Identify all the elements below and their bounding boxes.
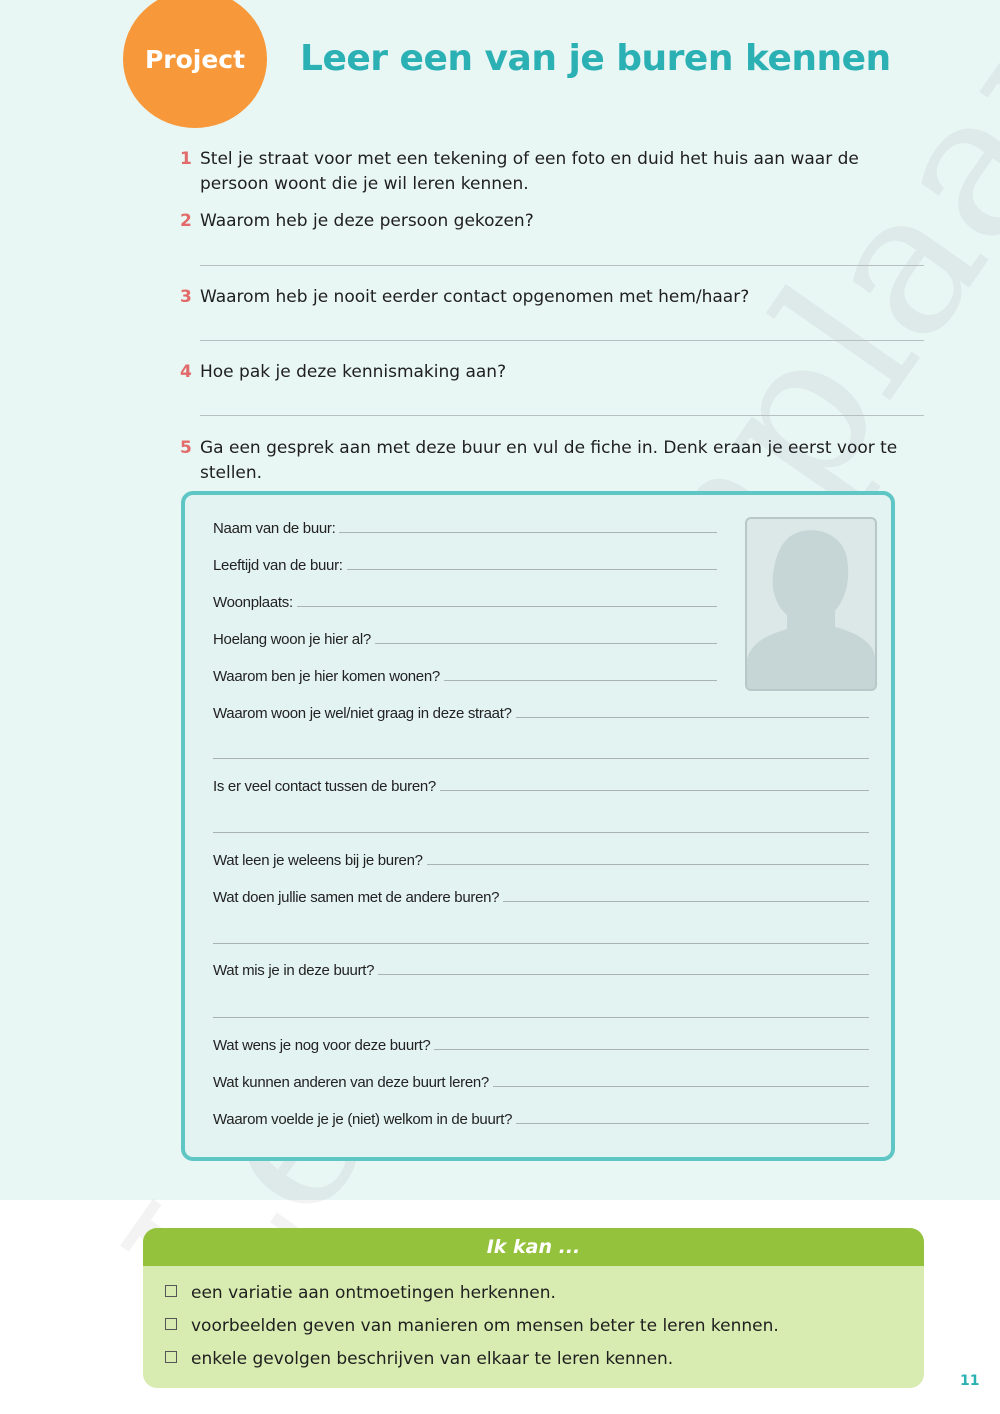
field-lenen[interactable] xyxy=(213,852,869,869)
field-line[interactable] xyxy=(516,1123,869,1124)
field-line[interactable] xyxy=(434,1049,869,1050)
field-label: Waarom ben je hier komen wonen? xyxy=(213,668,440,685)
ik-kan-item[interactable] xyxy=(165,1349,673,1369)
question-text: Stel je straat voor met een tekening of een foto en duid het huis aan waar de persoon woont die je wil leren kennen. xyxy=(200,149,859,194)
answer-line-3[interactable] xyxy=(200,340,924,341)
checkbox-icon[interactable] xyxy=(165,1285,177,1297)
field-line[interactable] xyxy=(493,1086,869,1087)
field-line[interactable] xyxy=(440,790,869,791)
ik-kan-item-text: enkele gevolgen beschrijven van elkaar te leren kennen. xyxy=(191,1349,674,1369)
question-number: 4 xyxy=(180,362,192,382)
project-badge-label: Project xyxy=(144,45,246,74)
ik-kan-title: Ik kan ... xyxy=(486,1236,581,1258)
field-contact[interactable] xyxy=(213,778,869,795)
question-4 xyxy=(180,360,910,385)
field-extra-line[interactable] xyxy=(213,832,869,833)
field-label: Wat kunnen anderen van deze buurt leren? xyxy=(213,1074,489,1091)
ik-kan-item[interactable] xyxy=(165,1316,779,1336)
question-2 xyxy=(180,209,910,234)
portrait-placeholder xyxy=(745,517,877,691)
field-line[interactable] xyxy=(444,680,717,681)
field-line[interactable] xyxy=(503,901,869,902)
field-line[interactable] xyxy=(347,569,717,570)
field-line[interactable] xyxy=(378,974,869,975)
person-silhouette-icon xyxy=(747,519,875,689)
ik-kan-item[interactable] xyxy=(165,1283,556,1303)
field-label: Naam van de buur: xyxy=(213,520,336,537)
question-text: Waarom heb je deze persoon gekozen? xyxy=(200,211,534,231)
field-label: Wat wens je nog voor deze buurt? xyxy=(213,1037,431,1054)
field-line[interactable] xyxy=(516,717,869,718)
question-text: Waarom heb je nooit eerder contact opgenomen met hem/haar? xyxy=(200,287,750,307)
field-label: Wat leen je weleens bij je buren? xyxy=(213,852,423,869)
ik-kan-item-text: voorbeelden geven van manieren om mensen beter te leren kennen. xyxy=(191,1316,779,1336)
page-title: Leer een van je buren kennen xyxy=(300,38,891,79)
question-5 xyxy=(180,436,940,486)
field-label: Waarom voelde je je (niet) welkom in de buurt? xyxy=(213,1111,513,1128)
ik-kan-box xyxy=(143,1228,924,1388)
field-label: Woonplaats: xyxy=(213,594,293,611)
ik-kan-item-text: een variatie aan ontmoetingen herkennen. xyxy=(191,1283,556,1303)
field-naam[interactable] xyxy=(213,520,717,537)
field-welkom[interactable] xyxy=(213,1111,869,1128)
field-line[interactable] xyxy=(375,643,717,644)
question-text: Ga een gesprek aan met deze buur en vul de fiche in. Denk eraan je eerst voor te stellen. xyxy=(200,438,898,483)
field-straat[interactable] xyxy=(213,705,869,722)
field-extra-line[interactable] xyxy=(213,1017,869,1018)
field-wens[interactable] xyxy=(213,1037,869,1054)
question-number: 1 xyxy=(180,149,192,169)
question-number: 5 xyxy=(180,438,192,458)
checkbox-icon[interactable] xyxy=(165,1351,177,1363)
field-line[interactable] xyxy=(427,864,869,865)
field-leren[interactable] xyxy=(213,1074,869,1091)
field-extra-line[interactable] xyxy=(213,943,869,944)
question-1 xyxy=(180,147,910,197)
field-waarom-hier[interactable] xyxy=(213,668,717,685)
question-number: 3 xyxy=(180,287,192,307)
question-3 xyxy=(180,285,910,310)
field-label: Wat doen jullie samen met de andere buren? xyxy=(213,889,500,906)
field-woonplaats[interactable] xyxy=(213,594,717,611)
checkbox-icon[interactable] xyxy=(165,1318,177,1330)
field-line[interactable] xyxy=(297,606,717,607)
field-label: Hoelang woon je hier al? xyxy=(213,631,371,648)
field-hoelang[interactable] xyxy=(213,631,717,648)
field-mis[interactable] xyxy=(213,962,869,979)
field-label: Waarom woon je wel/niet graag in deze straat? xyxy=(213,705,512,722)
page-number: 11 xyxy=(960,1373,980,1389)
ik-kan-header xyxy=(143,1228,924,1266)
question-number: 2 xyxy=(180,211,192,231)
field-line[interactable] xyxy=(339,532,717,533)
answer-line-2[interactable] xyxy=(200,265,924,266)
answer-line-4[interactable] xyxy=(200,415,924,416)
field-samen[interactable] xyxy=(213,889,869,906)
field-label: Is er veel contact tussen de buren? xyxy=(213,778,436,795)
field-leeftijd[interactable] xyxy=(213,557,717,574)
field-label: Leeftijd van de buur: xyxy=(213,557,343,574)
field-label: Wat mis je in deze buurt? xyxy=(213,962,375,979)
field-extra-line[interactable] xyxy=(213,758,869,759)
question-text: Hoe pak je deze kennismaking aan? xyxy=(200,362,507,382)
